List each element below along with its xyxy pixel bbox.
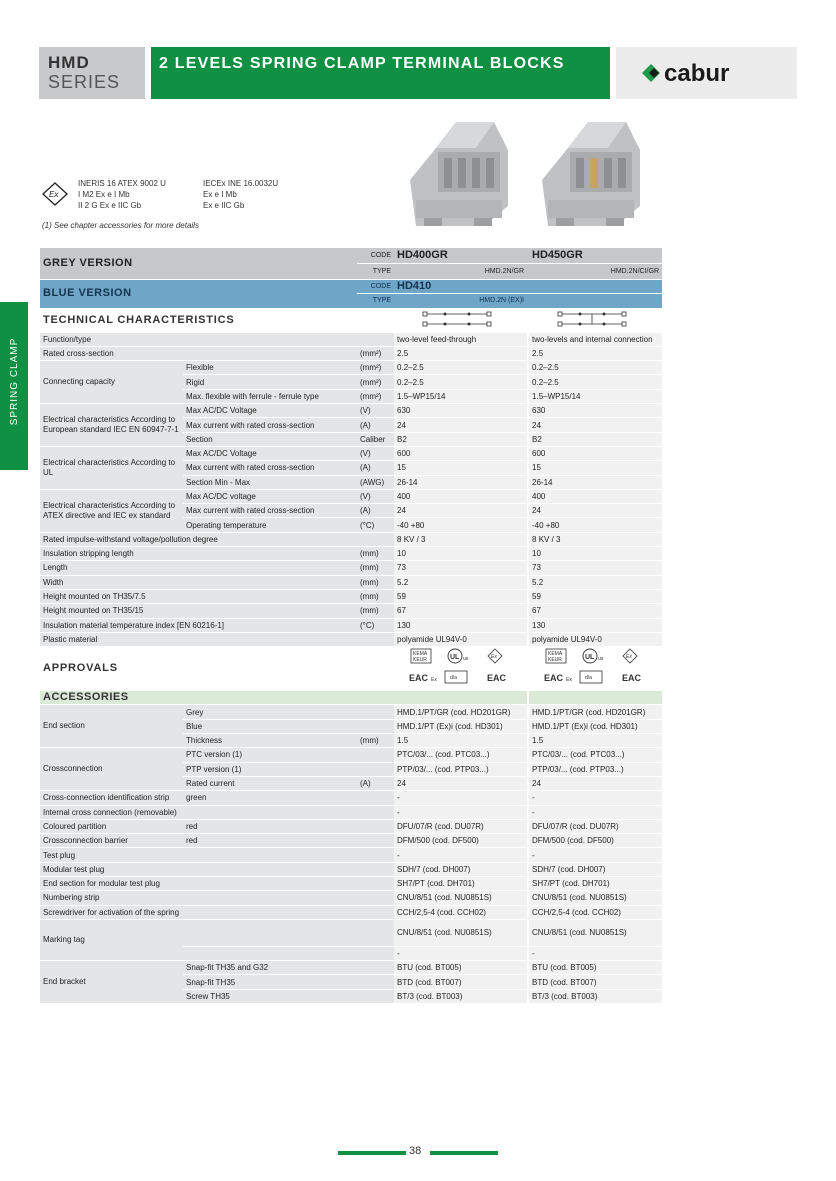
value-col-1: 26-14: [394, 475, 527, 489]
row-label: Connecting capacity: [40, 361, 183, 404]
row-sublabel: Section: [183, 432, 357, 446]
spec-row: [40, 705, 662, 719]
approvals-title: APPROVALS: [40, 647, 394, 691]
spec-row: [40, 532, 662, 546]
row-unit: (AWG): [357, 475, 394, 489]
row-unit: [357, 946, 394, 960]
row-label: Cross-connection identification strip: [40, 791, 183, 805]
atex-ex-icon: [42, 182, 68, 206]
row-unit: [357, 919, 394, 946]
row-sublabel: Flexible: [183, 361, 357, 375]
grey-version-code-row: GREY VERSION CODE HD400GR HD450GR: [40, 248, 662, 264]
row-sublabel: Max current with rated cross-section: [183, 461, 357, 475]
blue-type-2: [529, 294, 662, 308]
row-unit: [357, 532, 394, 546]
spec-row: [40, 618, 662, 632]
spec-row: [40, 891, 662, 905]
row-unit: [357, 961, 394, 975]
row-unit: [357, 632, 394, 646]
row-unit: (mm): [357, 589, 394, 603]
page-number-line-left: [338, 1151, 406, 1155]
side-section-tab: [0, 302, 28, 470]
row-sublabel: Thickness: [183, 734, 357, 748]
value-col-2: SDH/7 (cod. DH007): [529, 862, 662, 876]
value-col-2: 10: [529, 547, 662, 561]
row-label: Height mounted on TH35/7.5: [40, 589, 357, 603]
spec-row: [40, 561, 662, 575]
row-label: Crossconnection: [40, 748, 183, 791]
value-col-2: 1.5: [529, 734, 662, 748]
value-col-2: DFU/07/R (cod. DU07R): [529, 819, 662, 833]
value-col-1: 1.5: [394, 734, 527, 748]
kema-keur-mark: [411, 649, 431, 663]
row-unit: [357, 762, 394, 776]
svg-text:KEMA: KEMA: [548, 651, 563, 658]
row-unit: (mm²): [357, 389, 394, 403]
value-col-2: 15: [529, 461, 662, 475]
spec-row: [40, 961, 662, 975]
row-unit: (V): [357, 446, 394, 460]
value-col-1: 73: [394, 561, 527, 575]
row-label: Plastic material: [40, 632, 357, 646]
wiring-diagram-internal-connection: [529, 308, 662, 332]
row-unit: (mm²): [357, 361, 394, 375]
row-label: End section for modular test plug: [40, 876, 357, 890]
svg-text:Ex: Ex: [49, 190, 59, 199]
row-sublabel: [183, 946, 357, 960]
value-col-2: HMD.1/PT/GR (cod. HD201GR): [529, 705, 662, 719]
spec-row: [40, 791, 662, 805]
row-sublabel: Max AC/DC Voltage: [183, 404, 357, 418]
value-col-1: -: [394, 805, 527, 819]
value-col-1: -40 +80: [394, 518, 527, 532]
value-col-1: 24: [394, 418, 527, 432]
value-col-2: -40 +80: [529, 518, 662, 532]
svg-text:KEUR: KEUR: [548, 657, 562, 664]
value-col-2: 73: [529, 561, 662, 575]
ex-mark: [488, 649, 502, 663]
row-sublabel: red: [183, 819, 357, 833]
spec-row: [40, 819, 662, 833]
accessories-note: (1) See chapter accessories for more details: [42, 221, 199, 230]
svg-text:EAC: EAC: [487, 673, 507, 684]
row-unit: [357, 905, 394, 919]
value-col-2: 8 KV / 3: [529, 532, 662, 546]
row-unit: [357, 891, 394, 905]
value-col-2: 130: [529, 618, 662, 632]
row-label: Insulation material temperature index [EN 60216-1]: [40, 618, 357, 632]
row-unit: [357, 975, 394, 989]
tech-section-title: TECHNICAL CHARACTERISTICS: [40, 308, 394, 332]
value-col-1: 8 KV / 3: [394, 532, 527, 546]
accessories-header-row: [40, 691, 662, 705]
value-col-1: two-level feed-through: [394, 332, 527, 346]
grey-type-2: HMD.2N/CI/GR: [529, 264, 662, 280]
blue-code-1: HD410: [394, 280, 527, 294]
value-col-2: 59: [529, 589, 662, 603]
value-col-1: -: [394, 848, 527, 862]
value-col-1: 400: [394, 489, 527, 503]
svg-text:d/a: d/a: [450, 675, 457, 682]
svg-text:KEMA: KEMA: [413, 651, 428, 658]
row-label: Electrical characteristics According to European standard IEC EN 60947-7-1: [40, 404, 183, 447]
svg-text:EAC: EAC: [544, 673, 564, 684]
value-col-2: two-levels and internal connection: [529, 332, 662, 346]
eac-mark: [622, 673, 642, 683]
value-col-1: 0.2–2.5: [394, 375, 527, 389]
value-col-1: -: [394, 946, 527, 960]
row-sublabel: Snap-fit TH35 and G32: [183, 961, 357, 975]
value-col-2: -: [529, 848, 662, 862]
spec-row: [40, 805, 662, 819]
row-unit: (mm): [357, 604, 394, 618]
brand-logo: [616, 47, 797, 99]
value-col-1: 5.2: [394, 575, 527, 589]
svg-text:Ex: Ex: [626, 654, 632, 661]
row-label: Electrical characteristics According to ATEX directive and IEC ex standard: [40, 489, 183, 532]
row-sublabel: PTC version (1): [183, 748, 357, 762]
value-col-1: 600: [394, 446, 527, 460]
tech-header-row: [40, 308, 662, 332]
row-unit: (A): [357, 418, 394, 432]
value-col-2: PTC/03/... (cod. PTC03...): [529, 748, 662, 762]
technical-characteristics: [40, 332, 662, 647]
blue-version-type-row: TYPE HMD.2N (EX)I: [40, 294, 662, 308]
approvals-row: [40, 647, 662, 691]
row-sublabel: [183, 919, 357, 946]
value-col-2: 1.5–WP15/14: [529, 389, 662, 403]
svg-text:cabur: cabur: [664, 60, 730, 87]
row-unit: [357, 332, 394, 346]
row-unit: [357, 848, 394, 862]
svg-text:Ex: Ex: [566, 677, 572, 684]
row-sublabel: Max AC/DC Voltage: [183, 446, 357, 460]
series-name: HMD: [48, 53, 90, 72]
kema-keur-mark: [546, 649, 566, 663]
row-sublabel: Max. flexible with ferrule - ferrule type: [183, 389, 357, 403]
row-label: Internal cross connection (removable): [40, 805, 357, 819]
certifications: [40, 178, 400, 218]
row-unit: (A): [357, 461, 394, 475]
row-label: Electrical characteristics According to UL: [40, 446, 183, 489]
value-col-1: SDH/7 (cod. DH007): [394, 862, 527, 876]
series-label: SERIES: [48, 72, 121, 92]
product-image-hd450gr: [536, 118, 646, 230]
spec-table: [40, 248, 662, 1004]
spec-row: [40, 547, 662, 561]
value-col-2: PTP/03/... (cod. PTP03...): [529, 762, 662, 776]
eac-mark: [487, 673, 507, 683]
row-unit: (mm): [357, 734, 394, 748]
row-label: Rated cross-section: [40, 346, 357, 360]
row-sublabel: Max current with rated cross-section: [183, 418, 357, 432]
value-col-2: 0.2–2.5: [529, 375, 662, 389]
spec-row: [40, 876, 662, 890]
value-col-1: DFM/500 (cod. DF500): [394, 834, 527, 848]
spec-row: [40, 604, 662, 618]
row-sublabel: Operating temperature: [183, 518, 357, 532]
value-col-2: 630: [529, 404, 662, 418]
value-col-1: CCH/2,5-4 (cod. CCH02): [394, 905, 527, 919]
value-col-2: CNU/8/51 (cod. NU0851S): [529, 919, 662, 946]
value-col-1: PTC/03/... (cod. PTC03...): [394, 748, 527, 762]
value-col-1: BTU (cod. BT005): [394, 961, 527, 975]
value-col-1: 15: [394, 461, 527, 475]
value-col-2: SH7/PT (cod. DH701): [529, 876, 662, 890]
row-unit: (A): [357, 504, 394, 518]
value-col-1: 130: [394, 618, 527, 632]
row-label: Coloured partition: [40, 819, 183, 833]
row-sublabel: Blue: [183, 719, 357, 733]
svg-text:EAC: EAC: [409, 673, 429, 684]
svg-text:KEUR: KEUR: [413, 657, 427, 664]
row-label: Width: [40, 575, 357, 589]
row-unit: [357, 791, 394, 805]
value-col-1: 24: [394, 776, 527, 790]
eac-ex-mark: [544, 673, 572, 683]
row-sublabel: Snap-fit TH35: [183, 975, 357, 989]
row-unit: (A): [357, 776, 394, 790]
ul-mark: [448, 649, 469, 663]
row-label: Test plug: [40, 848, 357, 862]
value-col-2: 5.2: [529, 575, 662, 589]
cabur-logo-icon: [642, 59, 772, 87]
blue-version-code-row: BLUE VERSION CODE HD410: [40, 280, 662, 294]
spec-row: [40, 632, 662, 646]
grey-type-1: HMD.2N/GR: [394, 264, 527, 280]
svg-text:UL: UL: [585, 654, 595, 662]
row-unit: [357, 719, 394, 733]
row-unit: [357, 819, 394, 833]
row-sublabel: green: [183, 791, 357, 805]
value-col-2: 2.5: [529, 346, 662, 360]
row-unit: (mm²): [357, 346, 394, 360]
value-col-1: -: [394, 791, 527, 805]
blue-type-1: HMD.2N (EX)I: [394, 294, 527, 308]
value-col-2: BT/3 (cod. BT003): [529, 989, 662, 1003]
value-col-2: polyamide UL94V-0: [529, 632, 662, 646]
value-col-1: DFU/07/R (cod. DU07R): [394, 819, 527, 833]
spec-row: [40, 589, 662, 603]
value-col-2: -: [529, 946, 662, 960]
ul-mark: [583, 649, 604, 663]
dnv-mark: [580, 671, 602, 683]
value-col-1: 10: [394, 547, 527, 561]
row-label: Crossconnection barrier: [40, 834, 183, 848]
svg-text:EAC: EAC: [622, 673, 642, 684]
svg-text:us: us: [463, 656, 469, 663]
value-col-1: HMD.1/PT (Ex)i (cod. HD301): [394, 719, 527, 733]
grey-code-2: HD450GR: [529, 248, 662, 264]
page-title-bar: [151, 47, 610, 99]
iecex-certificates: IECEx INE 16.0032U Ex e I Mb Ex e IIC Gb: [203, 179, 279, 210]
svg-text:us: us: [598, 656, 604, 663]
blue-version-label: BLUE VERSION: [40, 280, 357, 309]
row-unit: (mm): [357, 561, 394, 575]
row-label: Height mounted on TH35/15: [40, 604, 357, 618]
value-col-1: 1.5–WP15/14: [394, 389, 527, 403]
accessories: [40, 705, 662, 1004]
value-col-1: 67: [394, 604, 527, 618]
row-unit: (V): [357, 489, 394, 503]
row-unit: [357, 705, 394, 719]
value-col-2: -: [529, 791, 662, 805]
product-image-hd400gr: [404, 118, 514, 230]
value-col-1: B2: [394, 432, 527, 446]
value-col-1: BTD (cod. BT007): [394, 975, 527, 989]
row-unit: [357, 862, 394, 876]
row-label: End bracket: [40, 961, 183, 1004]
row-unit: [357, 876, 394, 890]
approval-marks-2: [529, 647, 662, 691]
wiring-diagram-feed-through: [394, 308, 527, 332]
row-sublabel: Rigid: [183, 375, 357, 389]
row-label: Rated impulse-withstand voltage/pollution degree: [40, 532, 357, 546]
spec-row: [40, 404, 662, 418]
spec-row: [40, 332, 662, 346]
eac-ex-mark: [409, 673, 437, 683]
value-col-1: polyamide UL94V-0: [394, 632, 527, 646]
side-section-label: SPRING CLAMP: [9, 337, 20, 426]
svg-text:Ex: Ex: [431, 677, 437, 684]
value-col-2: B2: [529, 432, 662, 446]
grey-version-label: GREY VERSION: [40, 248, 357, 280]
row-label: End section: [40, 705, 183, 748]
value-col-2: BTU (cod. BT005): [529, 961, 662, 975]
value-col-2: 24: [529, 504, 662, 518]
page-number: 38: [409, 1145, 422, 1157]
value-col-1: PTP/03/... (cod. PTP03...): [394, 762, 527, 776]
value-col-1: SH7/PT (cod. DH701): [394, 876, 527, 890]
value-col-2: 24: [529, 776, 662, 790]
row-sublabel: red: [183, 834, 357, 848]
value-col-2: CCH/2,5-4 (cod. CCH02): [529, 905, 662, 919]
row-sublabel: Section Min - Max: [183, 475, 357, 489]
spec-row: [40, 748, 662, 762]
value-col-2: -: [529, 805, 662, 819]
spec-row: [40, 489, 662, 503]
value-col-2: 0.2–2.5: [529, 361, 662, 375]
page-number-line-right: [430, 1151, 498, 1155]
row-unit: [357, 805, 394, 819]
row-unit: [357, 748, 394, 762]
svg-text:Ex: Ex: [491, 654, 497, 661]
value-col-2: DFM/500 (cod. DF500): [529, 834, 662, 848]
row-unit: (V): [357, 404, 394, 418]
row-sublabel: Grey: [183, 705, 357, 719]
value-col-1: 0.2–2.5: [394, 361, 527, 375]
svg-text:UL: UL: [450, 654, 460, 662]
row-unit: (mm²): [357, 375, 394, 389]
spec-row: [40, 848, 662, 862]
svg-text:d/a: d/a: [585, 675, 592, 682]
row-sublabel: Max current with rated cross-section: [183, 504, 357, 518]
spec-row: [40, 919, 662, 946]
row-unit: (°C): [357, 618, 394, 632]
value-col-1: 630: [394, 404, 527, 418]
row-sublabel: PTP version (1): [183, 762, 357, 776]
value-col-2: 67: [529, 604, 662, 618]
row-label: Marking tag: [40, 919, 183, 960]
value-col-2: CNU/8/51 (cod. NU0851S): [529, 891, 662, 905]
row-unit: [357, 834, 394, 848]
value-col-1: HMD.1/PT/GR (cod. HD201GR): [394, 705, 527, 719]
value-col-2: 600: [529, 446, 662, 460]
row-label: Length: [40, 561, 357, 575]
spec-row: [40, 361, 662, 375]
row-unit: Caliber: [357, 432, 394, 446]
value-col-2: BTD (cod. BT007): [529, 975, 662, 989]
page-title: 2 LEVELS SPRING CLAMP TERMINAL BLOCKS: [159, 55, 565, 72]
row-label: Function/type: [40, 332, 357, 346]
row-unit: (mm): [357, 575, 394, 589]
value-col-2: 400: [529, 489, 662, 503]
blue-code-2: [529, 280, 662, 294]
row-label: Screwdriver for activation of the spring: [40, 905, 357, 919]
spec-row: [40, 862, 662, 876]
ex-mark: [623, 649, 637, 663]
value-col-2: HMD.1/PT (Ex)i (cod. HD301): [529, 719, 662, 733]
series-box: [39, 47, 145, 99]
row-sublabel: Max AC/DC voltage: [183, 489, 357, 503]
value-col-1: 59: [394, 589, 527, 603]
spec-row: [40, 834, 662, 848]
row-label: Modular test plug: [40, 862, 357, 876]
spec-row: [40, 446, 662, 460]
row-label: Numbering strip: [40, 891, 357, 905]
spec-row: [40, 575, 662, 589]
row-sublabel: Rated current: [183, 776, 357, 790]
grey-code-1: HD400GR: [394, 248, 527, 264]
value-col-2: 24: [529, 418, 662, 432]
value-col-1: 24: [394, 504, 527, 518]
value-col-1: CNU/8/51 (cod. NU0851S): [394, 891, 527, 905]
spec-row: [40, 905, 662, 919]
row-unit: [357, 989, 394, 1003]
accessories-title: ACCESSORIES: [40, 691, 394, 705]
row-label: Insulation stripping length: [40, 547, 357, 561]
value-col-1: CNU/8/51 (cod. NU0851S): [394, 919, 527, 946]
spec-row: [40, 346, 662, 360]
grey-version-type-row: TYPE HMD.2N/GR HMD.2N/CI/GR: [40, 264, 662, 280]
row-unit: (mm): [357, 547, 394, 561]
row-unit: (°C): [357, 518, 394, 532]
row-sublabel: Screw TH35: [183, 989, 357, 1003]
atex-certificates: INERIS 16 ATEX 9002 U I M2 Ex e I Mb II 2 G Ex e IIC Gb: [78, 179, 166, 210]
value-col-1: 2.5: [394, 346, 527, 360]
value-col-1: BT/3 (cod. BT003): [394, 989, 527, 1003]
dnv-mark: [445, 671, 467, 683]
value-col-2: 26-14: [529, 475, 662, 489]
approval-marks-1: [394, 647, 527, 691]
